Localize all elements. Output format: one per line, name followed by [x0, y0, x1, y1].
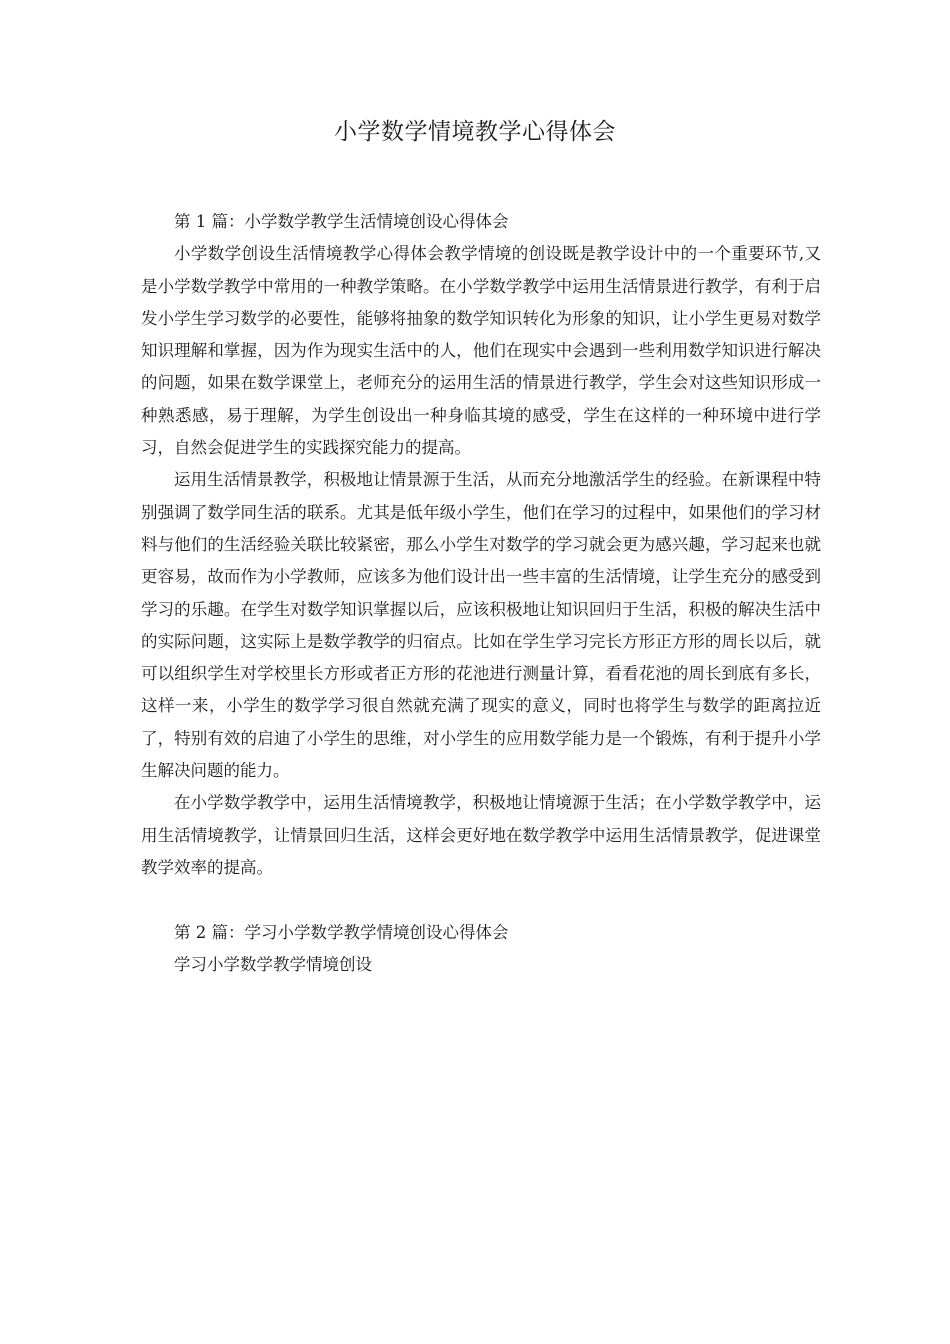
section-1-paragraph-1: 小学数学创设生活情境教学心得体会教学情境的创设既是教学设计中的一个重要环节,又是小学数学教学中常用的一种教学策略。在小学数学教学中运用生活情景进行教学，有利于启发小学生学习数学的必要性，能够将抽象的数学知识转化为形象的知识，让小学生更易对数学知识理解和掌握，因为作为现实生活中的人，他们在现实中会遇到一些利用数学知识进行解决的问题，如果在数学课堂上，老师充分的运用生活的情景进行教学，学生会对这些知识形成一种熟悉感，易于理解，为学生创设出一种身临其境的感受，学生在这样的一种环境中进行学习，自然会促进学生的实践探究能力的提高。: [141, 244, 821, 458]
section-spacer: [141, 884, 821, 916]
section-1-paragraph-2: 运用生活情景教学，积极地让情景源于生活，从而充分地激活学生的经验。在新课程中特别强调了数学同生活的联系。尤其是低年级小学生，他们在学习的过程中，如果他们的学习材料与他们的生活经验关联比较紧密，那么小学生对数学的学习就会更为感兴趣，学习起来也就更容易，故而作为小学教师，应该多为他们设计出一些丰富的生活情境，让学生充分的感受到学习的乐趣。在学生对数学知识掌握以后，应该积极地让知识回归于生活，积极的解决生活中的实际问题，这实际上是数学教学的归宿点。比如在学生学习完长方形正方形的周长以后，就可以组织学生对学校里长方形或者正方形的花池进行测量计算，看看花池的周长到底有多长，这样一来，小学生的数学学习很自然就充满了现实的意义，同时也将学生与数学的距离拉近了，特别有效的启迪了小学生的思维，对小学生的应用数学能力是一个锻炼，有利于提升小学生解决问题的能力。: [141, 470, 821, 781]
document-title: 小学数学情境教学心得体会: [334, 119, 616, 145]
section-2-paragraph-1: 学习小学数学教学情境创设: [174, 954, 372, 974]
section-1-paragraph-3: 在小学数学教学中，运用生活情境教学，积极地让情境源于生活；在小学数学教学中，运用生活情境教学，让情景回归生活，这样会更好地在数学教学中运用生活情景教学，促进课堂教学效率的提高。: [141, 793, 821, 877]
section-2-heading: 第 2 篇：学习小学数学教学情境创设心得体会: [174, 922, 509, 942]
document-body: [141, 206, 821, 981]
section-1-heading: 第 1 篇：小学数学教学生活情境创设心得体会: [174, 212, 509, 231]
